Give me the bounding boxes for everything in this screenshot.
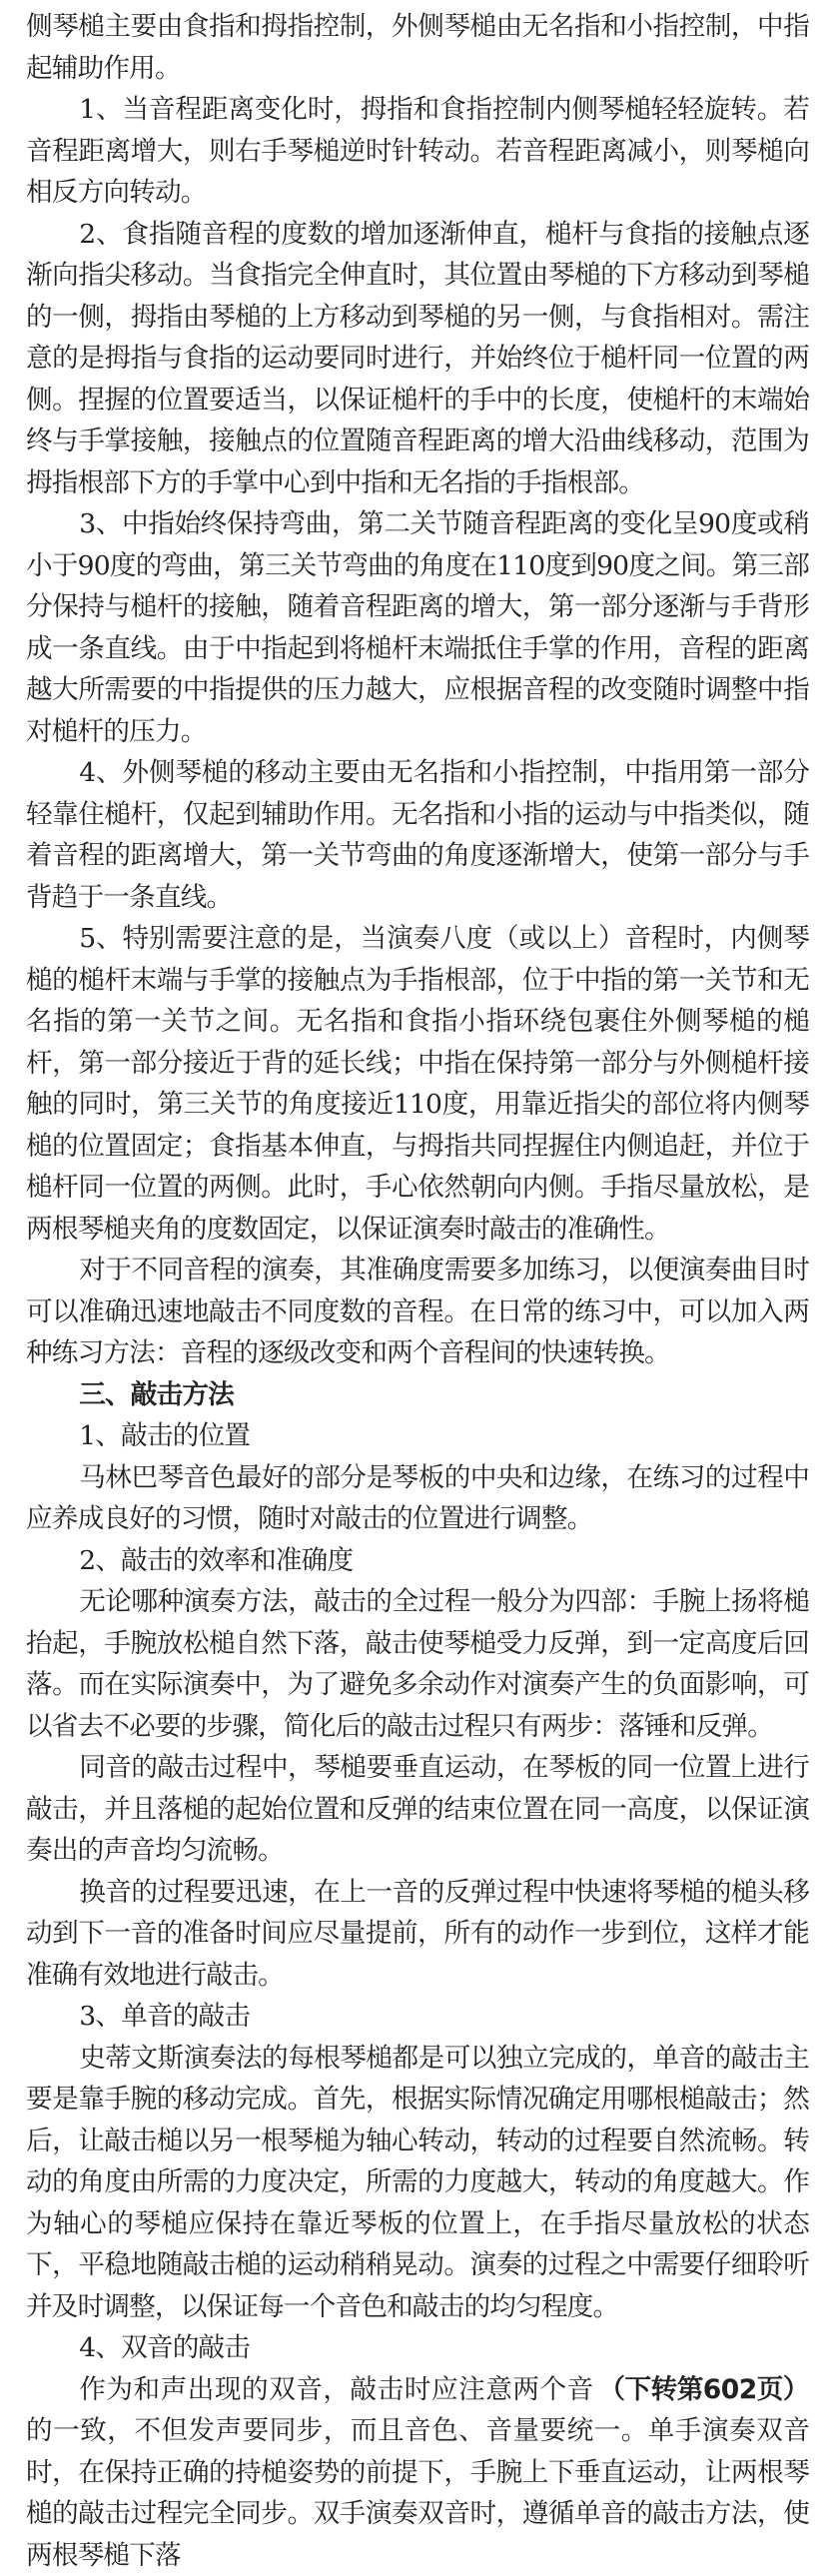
paragraph-striking-process: 无论哪种演奏方法，敲击的全过程一般分为四部：手腕上扬将槌抬起，手腕放松槌自然下落，敲击使琴槌受力反弹，到一定高度后回落。而在实际演奏中，为了避免多余动作对演奏产生的负面影响，可以省去不必要的步骤，简化后的敲击过程只有两步：落锤和反弹。: [26, 1581, 809, 1747]
paragraph-point-1: 1、当音程距离变化时，拇指和食指控制内侧琴槌轻轻旋转。若音程距离增大，则右手琴槌逆时针转动。若音程距离减小，则琴槌向相反方向转动。: [26, 89, 809, 214]
subheading-single-note: 3、单音的敲击: [26, 1996, 809, 2038]
paragraph-practice: 对于不同音程的演奏，其准确度需要多加练习，以便演奏曲目时可以准确迅速地敲击不同度数的音程。在日常的练习中，可以加入两种练习方法：音程的逐级改变和两个音程间的快速转换。: [26, 1250, 809, 1374]
paragraph-note-change: 换音的过程要迅速，在上一音的反弹过程中快速将琴槌的槌头移动到下一音的准备时间应尽量提前，所有的动作一步到位，这样才能准确有效地进行敲击。: [26, 1872, 809, 1997]
paragraph-continued: 侧琴槌主要由食指和拇指控制，外侧琴槌由无名指和小指控制，中指起辅助作用。: [26, 6, 809, 89]
subheading-striking-position: 1、敲击的位置: [26, 1415, 809, 1457]
paragraph-double-note: [26, 2369, 809, 2576]
subheading-efficiency-accuracy: 2、敲击的效率和准确度: [26, 1540, 809, 1582]
continuation-note: （下转第602页）: [598, 2369, 809, 2411]
paragraph-point-5: 5、特别需要注意的是，当演奏八度（或以上）音程时，内侧琴槌的槌杆末端与手掌的接触点为手指根部，位于中指的第一关节和无名指的第一关节之间。无名指和食指小指环绕包裹住外侧琴槌的槌杆，第一部分接近于背的延长线；中指在保持第一部分与外侧槌杆接触的同时，第三关节的角度接近110度，用靠近指尖的部位将内侧琴槌的位置固定；食指基本伸直，与拇指共同捏握住内侧追赶，并位于槌杆同一位置的两侧。此时，手心依然朝向内侧。手指尽量放松，是两根琴槌夹角的度数固定，以保证演奏时敲击的准确性。: [26, 918, 809, 1250]
section-heading-striking-methods: 三、敲击方法: [26, 1374, 809, 1416]
paragraph-same-note: 同音的敲击过程中，琴槌要垂直运动，在琴板的同一位置上进行敲击，并且落槌的起始位置和反弹的结束位置在同一高度，以保证演奏出的声音均匀流畅。: [26, 1747, 809, 1872]
paragraph-single-note: 史蒂文斯演奏法的每根琴槌都是可以独立完成的，单音的敲击主要是靠手腕的移动完成。首先，根据实际情况确定用哪根槌敲击；然后，让敲击槌以另一根琴槌为轴心转动，转动的过程要自然流畅。转动的角度由所需的力度决定，所需的力度越大，转动的角度越大。作为轴心的琴槌应保持在靠近琴板的位置上，在手指尽量放松的状态下，平稳地随敲击槌的运动稍稍晃动。演奏的过程之中需要仔细聆听并及时调整，以保证每一个音色和敲击的均匀程度。: [26, 2038, 809, 2328]
paragraph-point-2: 2、食指随音程的度数的增加逐渐伸直，槌杆与食指的接触点逐渐向指尖移动。当食指完全伸直时，其位置由琴槌的下方移动到琴槌的一侧，拇指由琴槌的上方移动到琴槌的另一侧，与食指相对。需注意的是拇指与食指的运动要同时进行，并始终位于槌杆同一位置的两侧。捏握的位置要适当，以保证槌杆的手中的长度，使槌杆的末端始终与手掌接触，接触点的位置随音程距离的增大沿曲线移动，范围为拇指根部下方的手掌中心到中指和无名指的手指根部。: [26, 214, 809, 504]
paragraph-striking-position: 马林巴琴音色最好的部分是琴板的中央和边缘，在练习的过程中应养成良好的习惯，随时对敲击的位置进行调整。: [26, 1457, 809, 1540]
article-page: [26, 6, 809, 2576]
paragraph-double-note-text: 作为和声出现的双音，敲击时应注意两个音的一致，不但发声要同步，而且音色、音量要统一。单手演奏双音时，在保持正确的持槌姿势的前提下，手腕上下垂直运动，让两根琴槌的敲击过程完全同步。双手演奏双音时，遵循单音的敲击方法，使两根琴槌下落: [26, 2374, 809, 2571]
paragraph-point-3: 3、中指始终保持弯曲，第二关节随音程距离的变化呈90度或稍小于90度的弯曲，第三关节弯曲的角度在110度到90度之间。第三部分保持与槌杆的接触，随着音程距离的增大，第一部分逐渐与手背形成一条直线。由于中指起到将槌杆末端抵住手掌的作用，音程的距离越大所需要的中指提供的压力越大，应根据音程的改变随时调整中指对槌杆的压力。: [26, 503, 809, 752]
subheading-double-note: 4、双音的敲击: [26, 2327, 809, 2369]
paragraph-point-4: 4、外侧琴槌的移动主要由无名指和小指控制，中指用第一部分轻靠住槌杆，仅起到辅助作用。无名指和小指的运动与中指类似，随着音程的距离增大，第一关节弯曲的角度逐渐增大，使第一部分与手背趋于一条直线。: [26, 752, 809, 918]
